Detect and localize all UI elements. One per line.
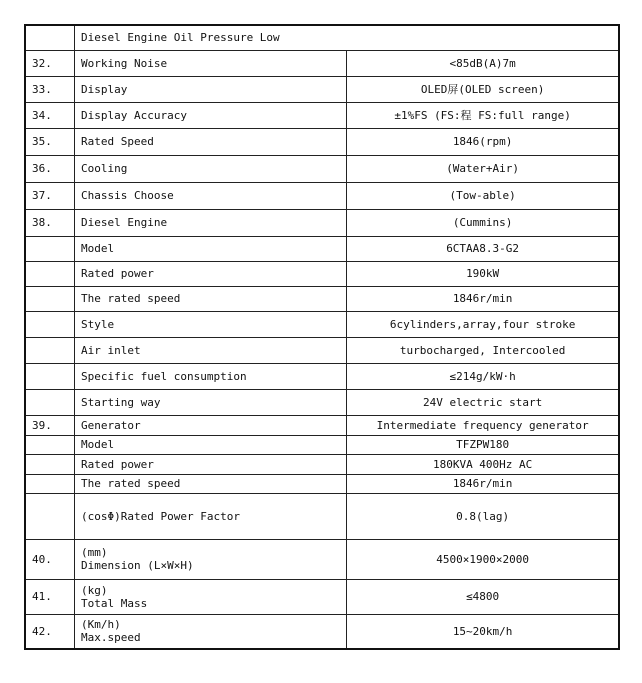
row-number bbox=[25, 337, 75, 363]
row-label: Diesel Engine bbox=[75, 209, 347, 236]
table-row bbox=[25, 435, 619, 454]
row-label: The rated speed bbox=[75, 286, 347, 311]
table-row bbox=[25, 337, 619, 363]
row-label: Specific fuel consumption bbox=[75, 363, 347, 389]
row-label: Starting way bbox=[75, 389, 347, 415]
table-row bbox=[25, 182, 619, 209]
row-value: 1846r/min bbox=[347, 286, 619, 311]
row-label: The rated speed bbox=[75, 474, 347, 493]
row-number bbox=[25, 236, 75, 261]
row-label: Display Accuracy bbox=[75, 102, 347, 128]
row-number bbox=[25, 493, 75, 539]
row-label: (cosΦ)Rated Power Factor bbox=[75, 493, 347, 539]
row-unit: (kg) bbox=[81, 583, 108, 597]
row-label-cell bbox=[75, 579, 347, 614]
table-row bbox=[25, 102, 619, 128]
row-label: Generator bbox=[75, 415, 347, 435]
table-row bbox=[25, 474, 619, 493]
row-label: Total Mass bbox=[81, 596, 148, 610]
row-number: 42. bbox=[25, 614, 75, 649]
table-row bbox=[25, 614, 619, 649]
row-number: 32. bbox=[25, 50, 75, 76]
row-number bbox=[25, 311, 75, 337]
row-value: 190kW bbox=[347, 261, 619, 286]
row-label: Display bbox=[75, 76, 347, 102]
row-label: Rated power bbox=[75, 261, 347, 286]
row-label: Model bbox=[75, 435, 347, 454]
row-value: 0.8(lag) bbox=[347, 493, 619, 539]
table-row bbox=[25, 539, 619, 579]
table-row bbox=[25, 209, 619, 236]
row-value: ≤4800 bbox=[347, 579, 619, 614]
table-row bbox=[25, 389, 619, 415]
row-label: Air inlet bbox=[75, 337, 347, 363]
table-row bbox=[25, 25, 619, 50]
row-number: 38. bbox=[25, 209, 75, 236]
row-value: 4500×1900×2000 bbox=[347, 539, 619, 579]
row-number: 39. bbox=[25, 415, 75, 435]
row-number bbox=[25, 435, 75, 454]
row-number: 33. bbox=[25, 76, 75, 102]
row-number bbox=[25, 286, 75, 311]
table-row bbox=[25, 454, 619, 474]
row-number bbox=[25, 261, 75, 286]
row-label: Model bbox=[75, 236, 347, 261]
row-value: 1846(rpm) bbox=[347, 128, 619, 155]
row-number: 40. bbox=[25, 539, 75, 579]
table-row bbox=[25, 363, 619, 389]
row-value: TFZPW180 bbox=[347, 435, 619, 454]
row-value: (Water+Air) bbox=[347, 155, 619, 182]
table-row bbox=[25, 579, 619, 614]
table-row bbox=[25, 311, 619, 337]
spec-table bbox=[24, 24, 620, 650]
row-value: Intermediate frequency generator bbox=[347, 415, 619, 435]
table-row bbox=[25, 76, 619, 102]
table-row bbox=[25, 261, 619, 286]
row-value: <85dB(A)7m bbox=[347, 50, 619, 76]
row-number bbox=[25, 25, 75, 50]
row-number bbox=[25, 454, 75, 474]
row-value: turbocharged, Intercooled bbox=[347, 337, 619, 363]
row-value: 15~20km/h bbox=[347, 614, 619, 649]
row-value: 180KVA 400Hz AC bbox=[347, 454, 619, 474]
row-number: 35. bbox=[25, 128, 75, 155]
row-label: Chassis Choose bbox=[75, 182, 347, 209]
row-label: Max.speed bbox=[81, 631, 141, 645]
row-value: 6cylinders,array,four stroke bbox=[347, 311, 619, 337]
row-label: Rated power bbox=[75, 454, 347, 474]
row-value: (Cummins) bbox=[347, 209, 619, 236]
row-value: (Tow-able) bbox=[347, 182, 619, 209]
row-label: Rated Speed bbox=[75, 128, 347, 155]
row-number: 34. bbox=[25, 102, 75, 128]
row-label-cell bbox=[75, 539, 347, 579]
row-label: Diesel Engine Oil Pressure Low bbox=[75, 25, 620, 50]
table-row bbox=[25, 128, 619, 155]
row-number bbox=[25, 474, 75, 493]
row-value: 1846r/min bbox=[347, 474, 619, 493]
row-unit: (mm) bbox=[81, 546, 108, 559]
table-row bbox=[25, 286, 619, 311]
row-number: 37. bbox=[25, 182, 75, 209]
table-row bbox=[25, 493, 619, 539]
row-number: 36. bbox=[25, 155, 75, 182]
row-value: OLED屏(OLED screen) bbox=[347, 76, 619, 102]
row-label: Style bbox=[75, 311, 347, 337]
row-number bbox=[25, 389, 75, 415]
row-number bbox=[25, 363, 75, 389]
table-row bbox=[25, 415, 619, 435]
table-row bbox=[25, 236, 619, 261]
row-number: 41. bbox=[25, 579, 75, 614]
table-row bbox=[25, 50, 619, 76]
row-value: ≤214g/kW·h bbox=[347, 363, 619, 389]
row-label-cell bbox=[75, 614, 347, 649]
row-value: 24V electric start bbox=[347, 389, 619, 415]
row-value: ±1%FS (FS:程 FS:full range) bbox=[347, 102, 619, 128]
table-row bbox=[25, 155, 619, 182]
row-label: Working Noise bbox=[75, 50, 347, 76]
row-label: Cooling bbox=[75, 155, 347, 182]
row-label: Dimension (L×W×H) bbox=[81, 559, 194, 572]
row-value: 6CTAA8.3-G2 bbox=[347, 236, 619, 261]
row-unit: (Km/h) bbox=[81, 618, 121, 632]
